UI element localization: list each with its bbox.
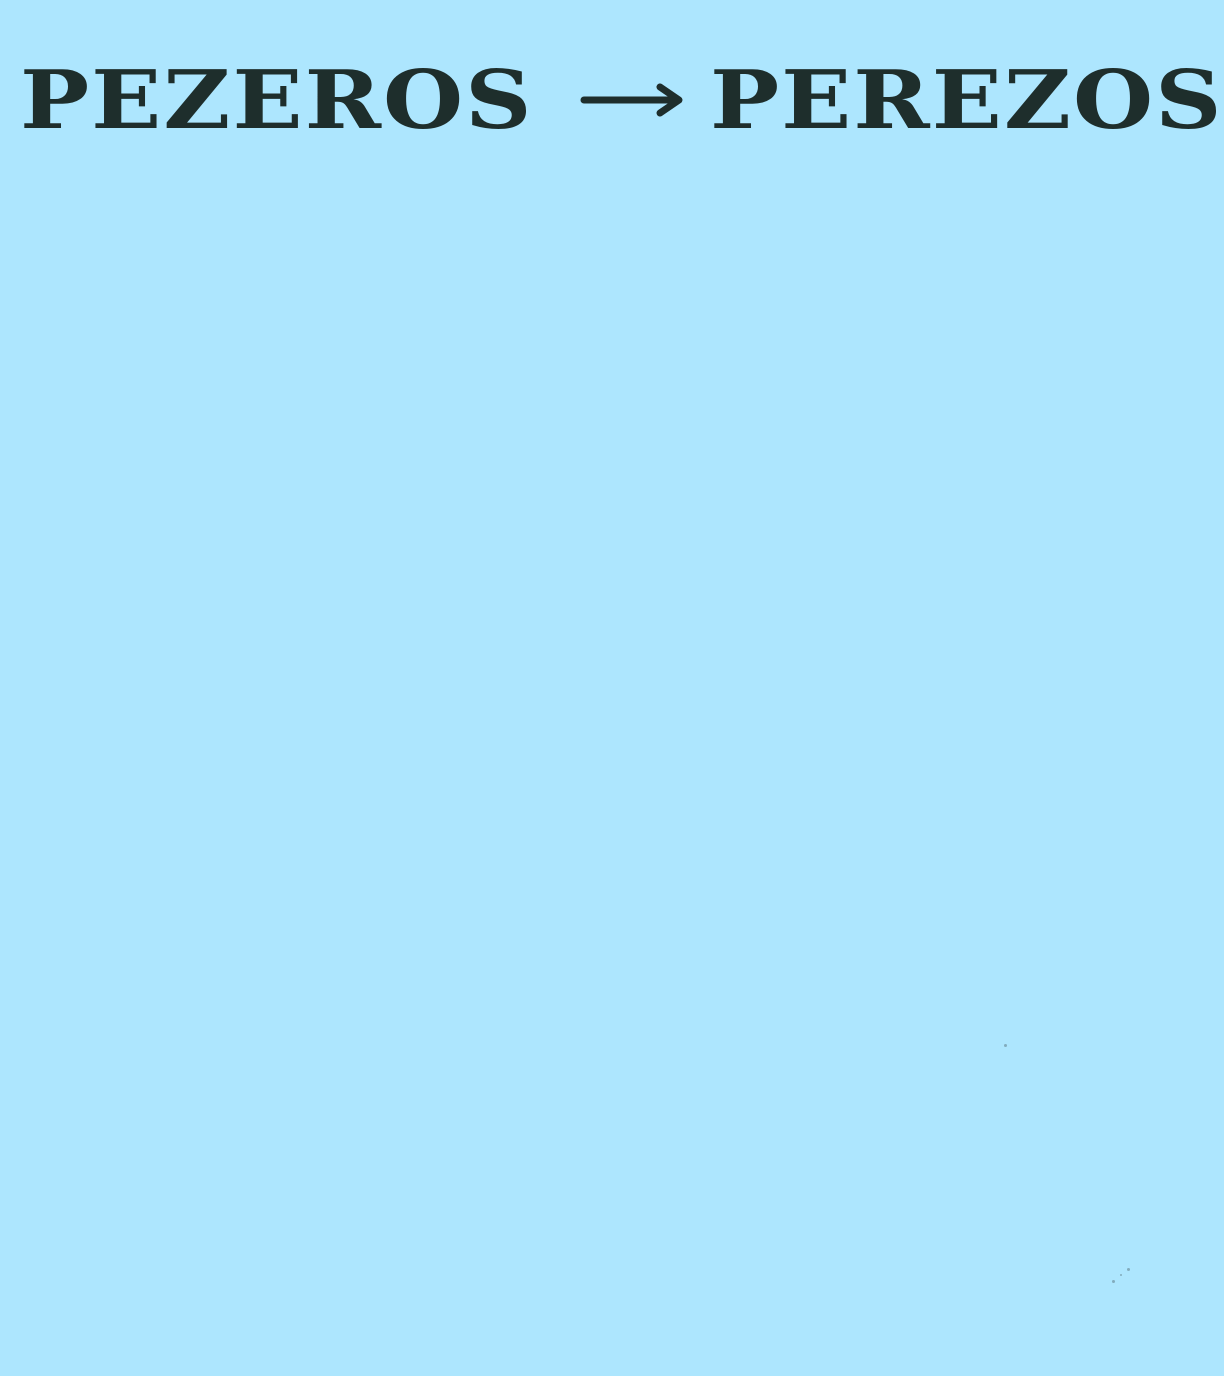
- arrow-right-icon: [580, 80, 690, 120]
- target-word: PEREZOS: [710, 52, 1224, 148]
- paper-speck: [1127, 1268, 1130, 1271]
- source-word: PEZEROS: [20, 52, 534, 148]
- paper-speck: [1120, 1274, 1122, 1276]
- paper-speck: [1112, 1280, 1115, 1283]
- handwritten-line: [20, 40, 1224, 160]
- paper-speck: [1004, 1044, 1007, 1047]
